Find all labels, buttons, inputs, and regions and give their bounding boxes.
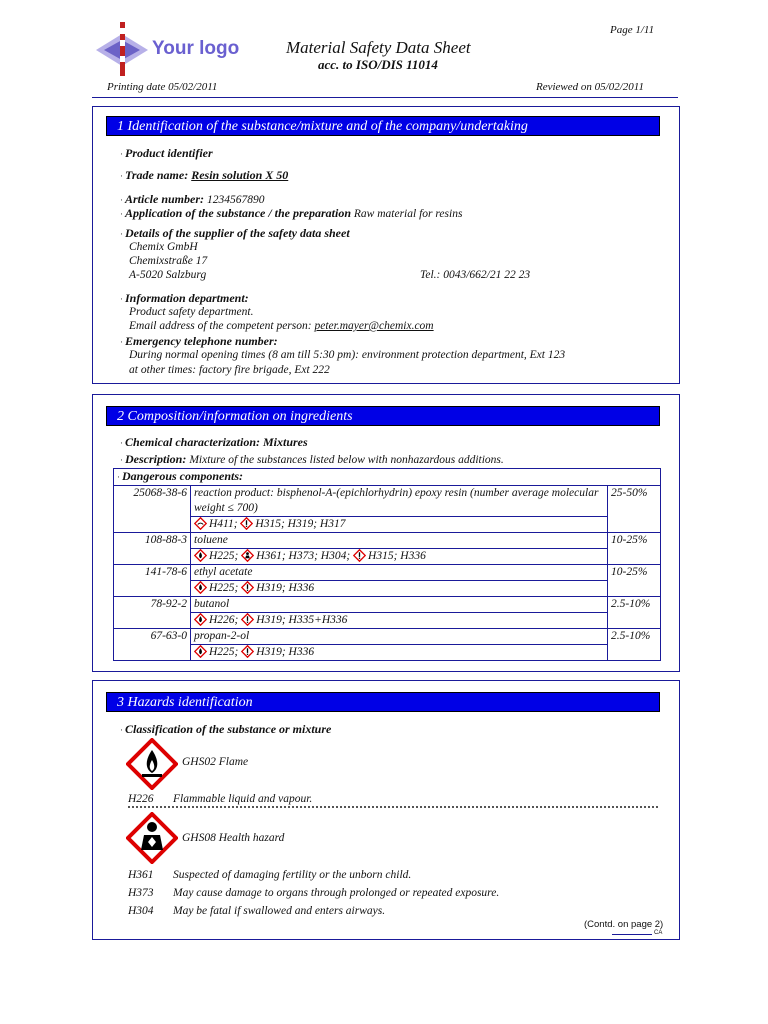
h304-text: May be fatal if swallowed and enters airways. [173, 905, 386, 917]
ghs08-label: GHS08 Health hazard [182, 832, 285, 844]
exclamation-pictogram-icon [241, 645, 254, 658]
emergency-line2: at other times: factory fire brigade, Ext 222 [129, 364, 330, 376]
trade-name-value: Resin solution X 50 [191, 168, 289, 182]
classification-label: · Classification of the substance or mixture [120, 722, 332, 736]
email-link[interactable]: peter.mayer@chemix.com [314, 320, 434, 332]
review-date: Reviewed on 05/02/2011 [536, 81, 644, 93]
document-title: Material Safety Data Sheet [286, 38, 471, 57]
info-line1: Product safety department. [129, 306, 254, 318]
table-row: 78-92-2 butanol 2.5-10% [114, 597, 661, 613]
table-row-hazards: H411; H315; H319; H317 [114, 517, 661, 533]
logo-text: Your logo [152, 38, 240, 59]
health-hazard-pictogram-icon [241, 549, 254, 562]
supplier-line3: A-5020 Salzburg [129, 269, 207, 281]
supplier-line2: Chemixstraße 17 [129, 255, 208, 267]
section2-title: 2 Composition/information on ingredients [106, 406, 660, 426]
flame-pictogram-icon [194, 549, 207, 562]
section1-title: 1 Identification of the substance/mixture and of the company/undertaking [106, 116, 660, 136]
section3-frame [92, 680, 680, 940]
continued-note: (Contd. on page 2) [584, 919, 664, 930]
product-identifier: · Product identifier [120, 146, 213, 160]
components-table [113, 468, 661, 661]
h361-text: Suspected of damaging fertility or the unborn child. [173, 869, 412, 881]
table-row: 67-63-0 propan-2-ol 2.5-10% [114, 629, 661, 645]
email-line: Email address of the competent person: peter.mayer@chemix.com [129, 320, 434, 332]
supplier-tel: Tel.: 0043/662/21 22 23 [420, 269, 531, 281]
flame-pictogram-icon [194, 581, 207, 594]
table-row: 141-78-6 ethyl acetate 10-25% [114, 565, 661, 581]
table-row-hazards: H225; H319; H336 [114, 645, 661, 661]
ghs02-flame-icon [126, 738, 178, 790]
exclamation-pictogram-icon [241, 581, 254, 594]
emergency-label: · Emergency telephone number: [120, 334, 278, 348]
document-subtitle: acc. to ISO/DIS 11014 [318, 57, 438, 72]
emergency-line1: During normal opening times (8 am till 5:30 pm): environment protection department, Ext 123 [129, 349, 566, 361]
ghs02-label: GHS02 Flame [182, 756, 249, 768]
country-code: CA [654, 930, 663, 936]
article-number: · Article number: 1234567890 [120, 192, 265, 206]
flame-pictogram-icon [194, 613, 207, 626]
h304-code: H304 [128, 905, 154, 917]
printing-date: Printing date 05/02/2011 [107, 81, 218, 93]
exclamation-pictogram-icon [240, 517, 253, 530]
footer-rule [612, 934, 652, 935]
table-row: 108-88-3 toluene 10-25% [114, 533, 661, 549]
exclamation-pictogram-icon [353, 549, 366, 562]
logo-graphic [92, 20, 152, 78]
info-department-label: · Information department: [120, 291, 249, 305]
h373-code: H373 [128, 887, 154, 899]
header-divider [92, 97, 678, 98]
exclamation-pictogram-icon [241, 613, 254, 626]
h226-code: H226 [128, 793, 154, 805]
trade-name: · Trade name: Resin solution X 50 [120, 168, 289, 182]
supplier-line1: Chemix GmbH [129, 241, 198, 253]
page-number: Page 1/11 [610, 24, 655, 36]
h361-code: H361 [128, 869, 154, 881]
table-row-hazards: H225; H361; H373; H304; H315; H336 [114, 549, 661, 565]
table-header-row: · Dangerous components: [114, 469, 661, 486]
table-row-hazards: H226; H319; H335+H336 [114, 613, 661, 629]
application: · Application of the substance / the preparation Raw material for resins [120, 206, 463, 220]
table-row-hazards: H225; H319; H336 [114, 581, 661, 597]
ghs08-health-hazard-icon [126, 812, 178, 864]
supplier-label: · Details of the supplier of the safety data sheet [120, 226, 350, 240]
flame-pictogram-icon [194, 645, 207, 658]
environment-pictogram-icon [194, 517, 207, 530]
chemical-characterization: · Chemical characterization: Mixtures [120, 435, 308, 449]
section3-title: 3 Hazards identification [106, 692, 660, 712]
description: · Description: Mixture of the substances listed below with nonhazardous additions. [120, 452, 504, 466]
dotted-separator [128, 806, 658, 808]
h226-text: Flammable liquid and vapour. [173, 793, 313, 805]
table-row: 25068-38-6 reaction product: bisphenol-A-(epichlorhydrin) epoxy resin (number average molecular weight ≤ 700) 25-50% [114, 486, 661, 517]
h373-text: May cause damage to organs through prolonged or repeated exposure. [173, 887, 500, 899]
